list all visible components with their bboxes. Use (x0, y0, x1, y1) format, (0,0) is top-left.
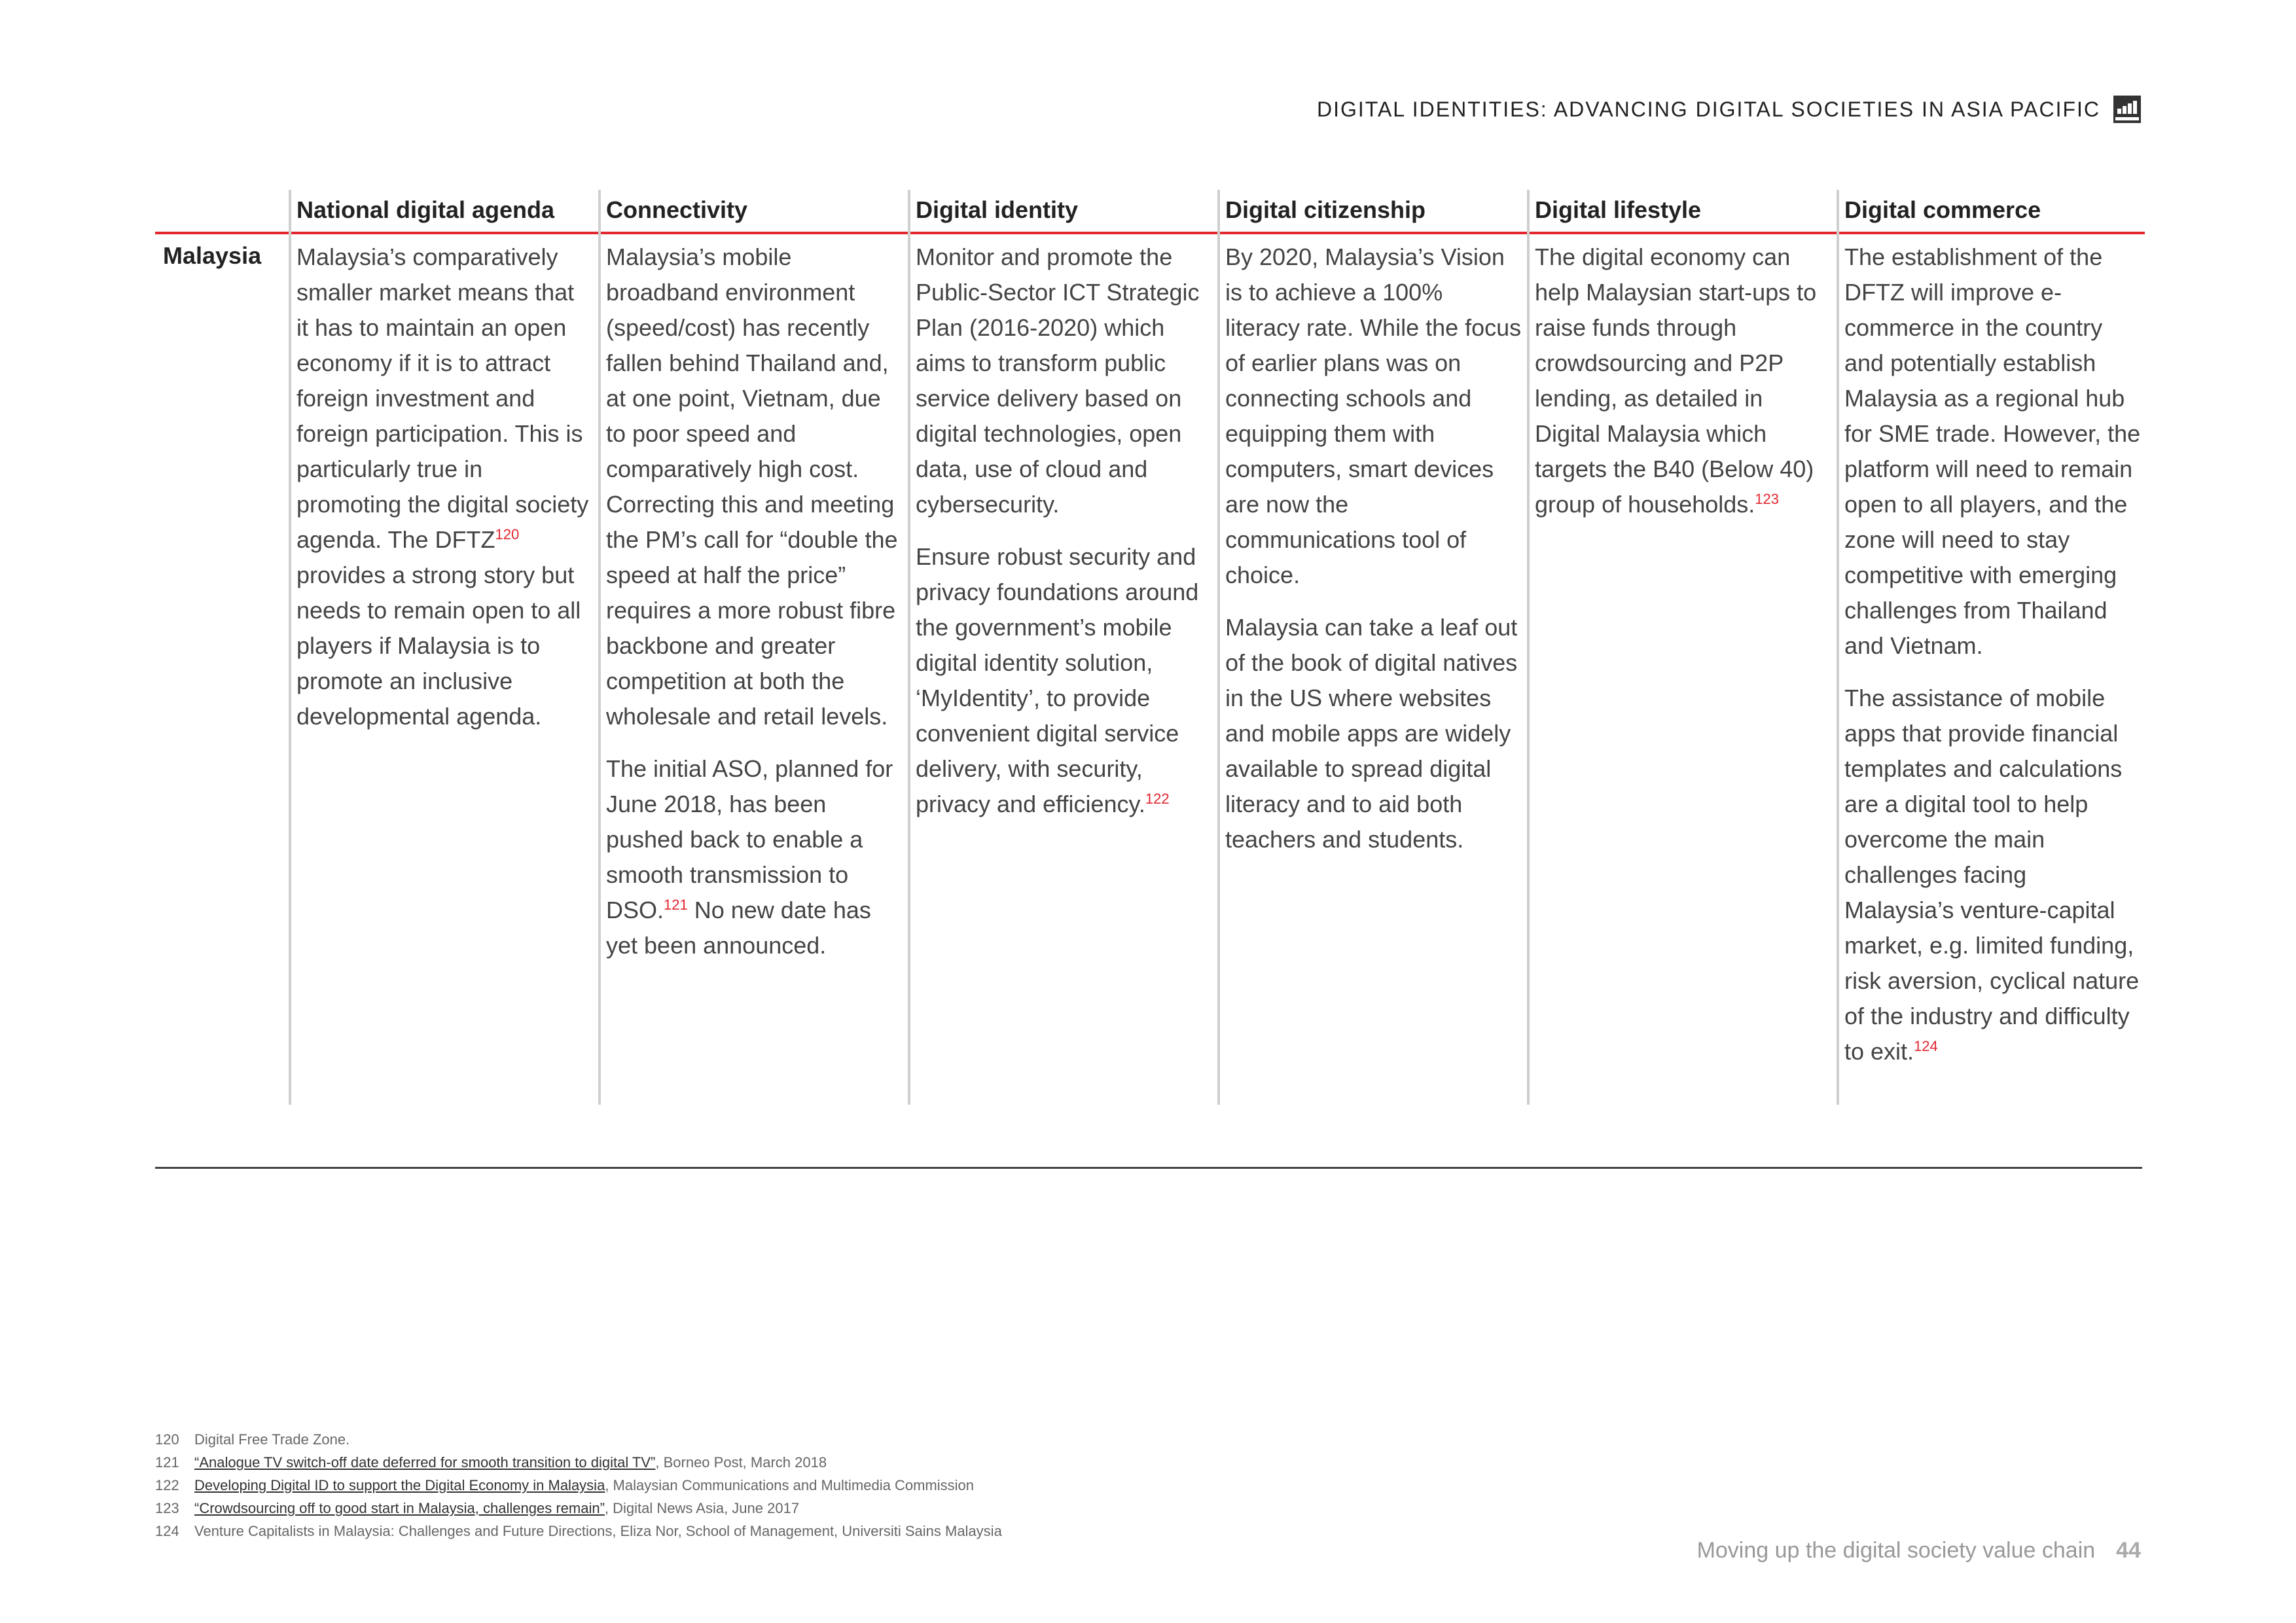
footnote-124: 124 Venture Capitalists in Malaysia: Challenges and Future Directions, Eliza Nor, School of Management, Universiti Sains Malaysia (155, 1523, 1002, 1539)
gsma-logo-icon (2113, 96, 2141, 123)
footnote-123: 123 “Crowdsourcing off to good start in Malaysia, challenges remain” , Digital News Asia, June 2017 (155, 1497, 1002, 1520)
col-header-digital-identity: Digital identity (916, 196, 1079, 223)
row-label-country: Malaysia (163, 242, 262, 269)
footnote-ref-122[interactable]: 122 (1145, 791, 1170, 807)
document-title: DIGITAL IDENTITIES: ADVANCING DIGITAL SOCIETIES IN ASIA PACIFIC (1316, 97, 2100, 121)
commerce-paragraph-1: The establishment of the DFTZ will improve e-commerce in the country and potentially establish Malaysia as a regional hub for SME trade. However, the platform will need to remain open to all players, and the zone will need to stay competitive with emerging challenges from Thailand and Vietnam. (1844, 243, 2141, 659)
page-footer (1697, 1538, 2141, 1563)
table-bottom-rule (155, 1167, 2142, 1169)
footnote-ref-121[interactable]: 121 (664, 897, 688, 913)
commerce-paragraph-2: The assistance of mobile apps that provide financial templates and calculations are a digital tool to help overcome the main challenges facing Malaysia’s venture-capital market, e.g. limited funding, risk aversion, cyclical nature of the industry and difficulty to exit. (1844, 685, 2140, 1065)
identity-paragraph-1: Monitor and promote the Public-Sector ICT Strategic Plan (2016-2020) which aims to transform public service delivery based on digital technologies, open data, use of cloud and cybersecurity. (916, 243, 1200, 518)
connectivity-paragraph-2-tail: No new date has yet been announced. (606, 897, 871, 959)
footnote-122: 122 Developing Digital ID to support the Digital Economy in Malaysia , Malaysian Communications and Multimedia Commission (155, 1474, 1002, 1497)
cell-national-agenda (289, 240, 598, 751)
footnote-123-link[interactable]: “Crowdsourcing off to good start in Malaysia, challenges remain” (194, 1500, 605, 1516)
col-header-digital-lifestyle: Digital lifestyle (1535, 196, 1702, 223)
citizenship-paragraph-2: Malaysia can take a leaf out of the book of digital natives in the US where websites and mobile apps are widely available to spread digital literacy and to aid both teachers and students. (1225, 614, 1518, 853)
cell-digital-lifestyle (1527, 240, 1837, 539)
footnote-ref-124[interactable]: 124 (1914, 1038, 1938, 1054)
connectivity-paragraph-1: Malaysia’s mobile broadband environment (speed/cost) has recently fallen behind Thailand and, at one point, Vietnam, due to poor speed and comparatively high cost. Correcting this and meeting the PM’s call for “double the speed at half the price” requires a more robust fibre backbone and greater competition at both the wholesale and retail levels. (606, 243, 898, 730)
footnote-120: 120 Digital Free Trade Zone. (155, 1431, 350, 1448)
footnote-121: 121 “Analogue TV switch-off date deferred for smooth transition to digital TV” , Borneo Post, March 2018 (155, 1451, 1002, 1474)
page-header (1317, 96, 2141, 123)
cell-digital-citizenship (1217, 240, 1527, 874)
footnotes (155, 1428, 1002, 1543)
col-header-national-agenda: National digital agenda (296, 196, 555, 223)
col-header-digital-commerce: Digital commerce (1844, 196, 2041, 223)
page-number: 44 (2116, 1538, 2141, 1563)
connectivity-paragraph-2: The initial ASO, planned for June 2018, has been pushed back to enable a smooth transmission to DSO. (606, 755, 893, 923)
footnote-121-link[interactable]: “Analogue TV switch-off date deferred for smooth transition to digital TV” (194, 1454, 656, 1471)
col-header-connectivity: Connectivity (606, 196, 748, 223)
cell-connectivity (598, 240, 908, 980)
footnote-122-link[interactable]: Developing Digital ID to support the Digital Economy in Malaysia (194, 1477, 605, 1493)
footnote-ref-123[interactable]: 123 (1755, 491, 1779, 507)
cell-digital-commerce (1837, 240, 2145, 1086)
section-title: Moving up the digital society value chain (1696, 1538, 2096, 1563)
cell-digital-identity (908, 240, 1217, 839)
citizenship-paragraph-1: By 2020, Malaysia’s Vision is to achieve a 100% literacy rate. While the focus of earlier plans was on connecting schools and equipping them with computers, smart devices are now the communications tool of choice. (1225, 243, 1522, 588)
col-header-digital-citizenship: Digital citizenship (1225, 196, 1426, 223)
table-header-row (155, 190, 2145, 234)
identity-paragraph-2: Ensure robust security and privacy foundations around the government’s mobile digital identity solution, ‘MyIdentity’, to provide convenient digital service delivery, with security, privacy and efficiency. (916, 543, 1199, 817)
lifestyle-paragraph-1: The digital economy can help Malaysian start-ups to raise funds through crowdsourcing and P2P lending, as detailed in Digital Malaysia which targets the B40 (Below 40) group of households. (1535, 243, 1817, 518)
national-agenda-text: Malaysia’s comparatively smaller market means that it has to maintain an open economy if it is to attract foreign investment and foreign participation. This is particularly true in promoting the digital society agenda. The DFTZ (296, 243, 589, 553)
table-row-malaysia (155, 234, 2145, 1107)
policy-table (155, 190, 2145, 1107)
footnote-ref-120[interactable]: 120 (495, 526, 520, 543)
national-agenda-text-tail: provides a strong story but needs to remain open to all players if Malaysia is to promote an inclusive developmental agenda. (296, 562, 581, 730)
